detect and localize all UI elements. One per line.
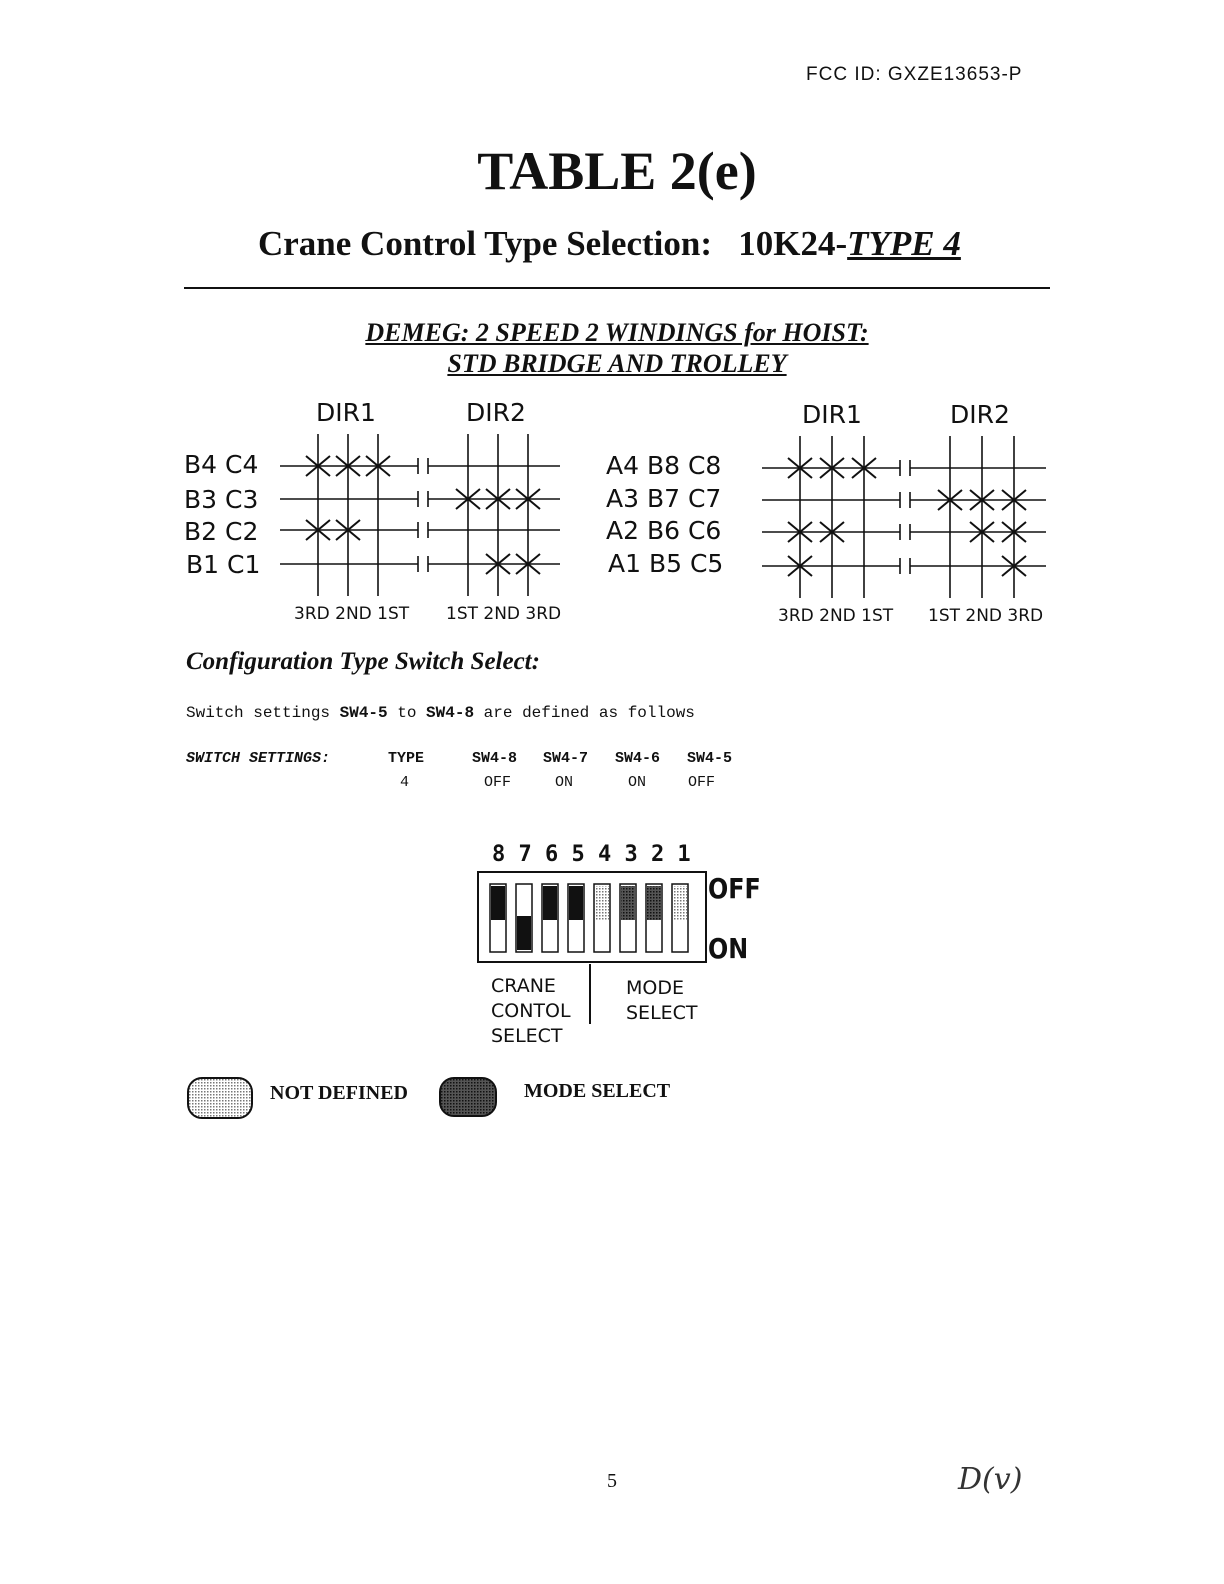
dip-on-label: ON [708,932,749,965]
page-number: 5 [607,1470,617,1492]
page-subtitle [258,224,961,264]
switch-settings-label: SWITCH SETTINGS: [186,750,331,767]
config-description [186,704,695,722]
dip-numbers: 8 7 6 5 4 3 2 1 [492,842,691,867]
dip-knob [647,886,661,920]
desc-switch: SW4-5 [339,704,388,722]
horizontal-rule [184,287,1050,289]
switch-name: SW4-5 [687,750,733,767]
desc-text: Switch settings [186,704,340,722]
desc-text: are defined as follows [474,704,695,722]
dip-knob [517,916,531,950]
page-title: TABLE 2(e) [477,141,757,201]
legend-not-defined: NOT DEFINED [270,1082,408,1104]
switch-state: OFF [688,774,716,791]
subtitle-prefix: Crane Control Type Selection: [258,224,712,263]
section-heading-line2: STD BRIDGE AND TROLLEY [447,349,787,378]
desc-switch: SW4-8 [426,704,475,722]
left-dir1-label: DIR1 [316,398,376,427]
section-heading-line1: DEMEG: 2 SPEED 2 WINDINGS for HOIST: [365,318,869,347]
left-row-label: B2 C2 [184,517,259,546]
dip-knob [595,886,609,920]
right-switch-matrix [752,430,1052,605]
desc-text: to [387,704,427,722]
left-bottom-left-label: 3RD 2ND 1ST [294,604,410,624]
switch-state: ON [628,774,647,791]
dip-knob [491,886,505,920]
fcc-id: FCC ID: GXZE13653-P [806,64,1023,85]
left-bottom-right-label: 1ST 2ND 3RD [446,604,562,624]
switch-state: OFF [484,774,512,791]
subtitle-type: TYPE 4 [847,224,961,263]
caption-divider [589,964,591,1024]
handwritten-mark: D(v) [958,1462,1023,1497]
crane-control-caption: CRANE CONTOL SELECT [491,975,571,1047]
switch-name: SW4-7 [543,750,589,767]
left-dir2-label: DIR2 [466,398,526,427]
switch-name: SW4-6 [615,750,661,767]
left-row-label: B4 C4 [184,450,259,479]
right-row-label: A3 B7 C7 [606,484,722,513]
not-defined-swatch [186,1076,256,1120]
right-dir1-label: DIR1 [802,400,862,429]
switch-state: ON [555,774,574,791]
right-dir2-label: DIR2 [950,400,1010,429]
type-header: TYPE [388,750,425,767]
right-row-label: A4 B8 C8 [606,451,722,480]
config-heading: Configuration Type Switch Select: [186,648,540,675]
right-bottom-right-label: 1ST 2ND 3RD [928,606,1044,626]
dip-knob [621,886,635,920]
switch-name: SW4-8 [472,750,518,767]
mode-select-caption: MODE SELECT [626,977,698,1024]
right-row-label: A1 B5 C5 [608,549,724,578]
dip-off-label: OFF [708,872,761,905]
type-value: 4 [400,774,410,791]
dip-knob [543,886,557,920]
right-row-label: A2 B6 C6 [606,516,722,545]
right-bottom-left-label: 3RD 2ND 1ST [778,606,894,626]
left-switch-matrix [270,428,570,603]
dip-knob [673,886,687,920]
left-row-label: B3 C3 [184,485,259,514]
legend-mode-select: MODE SELECT [524,1080,671,1102]
subtitle-model: 10K24- [738,224,848,263]
mode-select-swatch [438,1076,500,1118]
left-row-label: B1 C1 [186,550,261,579]
dip-switch [476,870,708,966]
dip-knob [569,886,583,920]
